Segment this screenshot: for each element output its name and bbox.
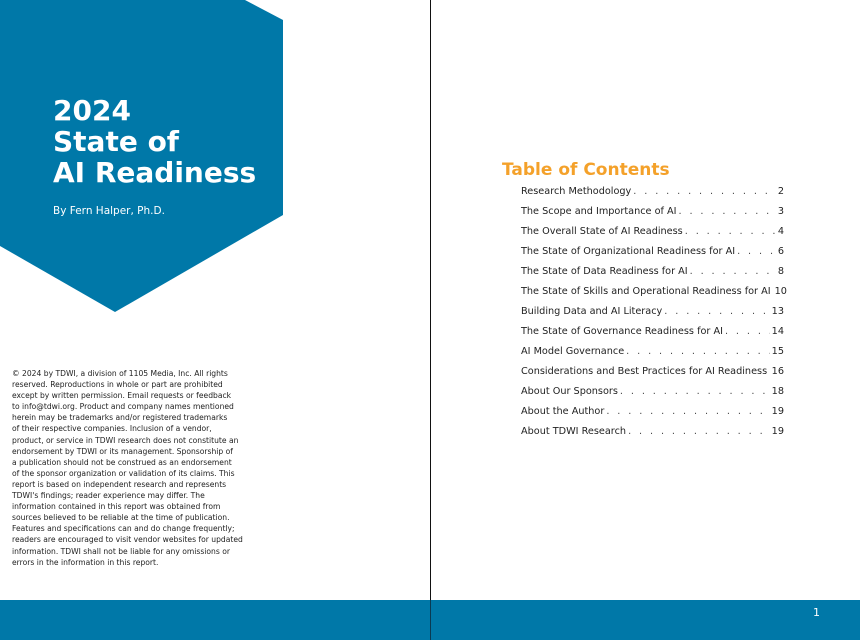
toc-entry-label: AI Model Governance (521, 346, 625, 357)
toc-list (521, 186, 787, 446)
toc-entry[interactable] (521, 426, 784, 446)
toc-entry-label: The State of Organizational Readiness for AI (521, 246, 736, 257)
report-title-line: AI Readiness (53, 156, 257, 189)
toc-entry[interactable] (521, 226, 784, 246)
toc-entry[interactable] (521, 246, 784, 266)
toc-entry-page: 14 (771, 326, 784, 337)
toc-dot-leader (633, 186, 776, 197)
page-spread-divider (430, 0, 431, 640)
toc-entry-page: 8 (777, 266, 784, 277)
report-title-line: State of (53, 125, 179, 158)
toc-entry-label: The State of Data Readiness for AI (521, 266, 688, 277)
toc-entry-label: Research Methodology (521, 186, 632, 197)
copyright-notice: © 2024 by TDWI, a division of 1105 Media, Inc. All rights reserved. Reproductions in whole or part are prohibited except by written permission. Email requests or feedback to info@tdwi.org. Product and company names mentioned herein may be trademarks and/or registered trademarks of their respective companies. Inclusion of a vendor, product, or service in TDWI research does not constitute an endorsement by TDWI or its management. Sponsorship of a publication should not be construed as an endorsement of the sponsor organization or validation of its claims. This report is based on independent research and represents TDWI's findings; reader experience may differ. The information contained in this report was obtained from sources believed to be reliable at the time of publication. Features and specifications can and do change frequently; readers are encouraged to visit vendor websites for updated information. TDWI shall not be liable for any omissions or errors in the information in this report. (12, 369, 243, 567)
author-byline: By Fern Halper, Ph.D. (53, 205, 165, 217)
toc-entry-page: 2 (777, 186, 784, 197)
page-number: 1 (813, 606, 820, 619)
toc-entry-page: 15 (771, 346, 784, 357)
toc-dot-leader (620, 386, 770, 397)
toc-dot-leader (725, 326, 770, 337)
toc-entry-label: Building Data and AI Literacy (521, 306, 663, 317)
toc-dot-leader (685, 226, 776, 237)
toc-entry-page: 6 (777, 246, 784, 257)
toc-dot-leader (628, 426, 770, 437)
toc-entry-label: About the Author (521, 406, 605, 417)
toc-entry-page: 16 (771, 366, 784, 377)
toc-entry-label: The Scope and Importance of AI (521, 206, 677, 217)
report-title-line: 2024 (53, 94, 131, 127)
toc-entry-label: The State of Skills and Operational Readiness for AI (521, 286, 771, 297)
toc-entry-label: Considerations and Best Practices for AI Readiness (521, 366, 768, 377)
toc-dot-leader (690, 266, 776, 277)
toc-entry-page: 18 (771, 386, 784, 397)
toc-entry[interactable] (521, 406, 784, 426)
toc-dot-leader (679, 206, 776, 217)
toc-heading: Table of Contents (502, 160, 670, 180)
toc-entry-label: The State of Governance Readiness for AI (521, 326, 723, 337)
toc-dot-leader (737, 246, 776, 257)
toc-entry-label: The Overall State of AI Readiness (521, 226, 683, 237)
toc-entry-label: About TDWI Research (521, 426, 627, 437)
toc-entry[interactable] (521, 306, 784, 326)
toc-entry[interactable] (521, 366, 784, 386)
toc-entry-page: 19 (771, 426, 784, 437)
toc-dot-leader (606, 406, 769, 417)
toc-entry-page: 13 (771, 306, 784, 317)
toc-entry[interactable] (521, 206, 784, 226)
toc-entry-page: 3 (777, 206, 784, 217)
toc-entry[interactable] (521, 266, 784, 286)
footer-spread-divider (430, 600, 431, 640)
toc-entry[interactable] (521, 186, 784, 206)
toc-entry[interactable] (521, 346, 784, 366)
toc-entry-page: 19 (771, 406, 784, 417)
toc-entry-page: 10 (774, 286, 787, 297)
toc-dot-leader (626, 346, 770, 357)
report-title (53, 95, 256, 188)
toc-dot-leader (769, 366, 770, 377)
toc-dot-leader (664, 306, 769, 317)
toc-entry-label: About Our Sponsors (521, 386, 618, 397)
toc-entry[interactable] (521, 386, 784, 406)
toc-entry[interactable] (521, 286, 787, 306)
toc-entry-page: 4 (777, 226, 784, 237)
toc-entry[interactable] (521, 326, 784, 346)
